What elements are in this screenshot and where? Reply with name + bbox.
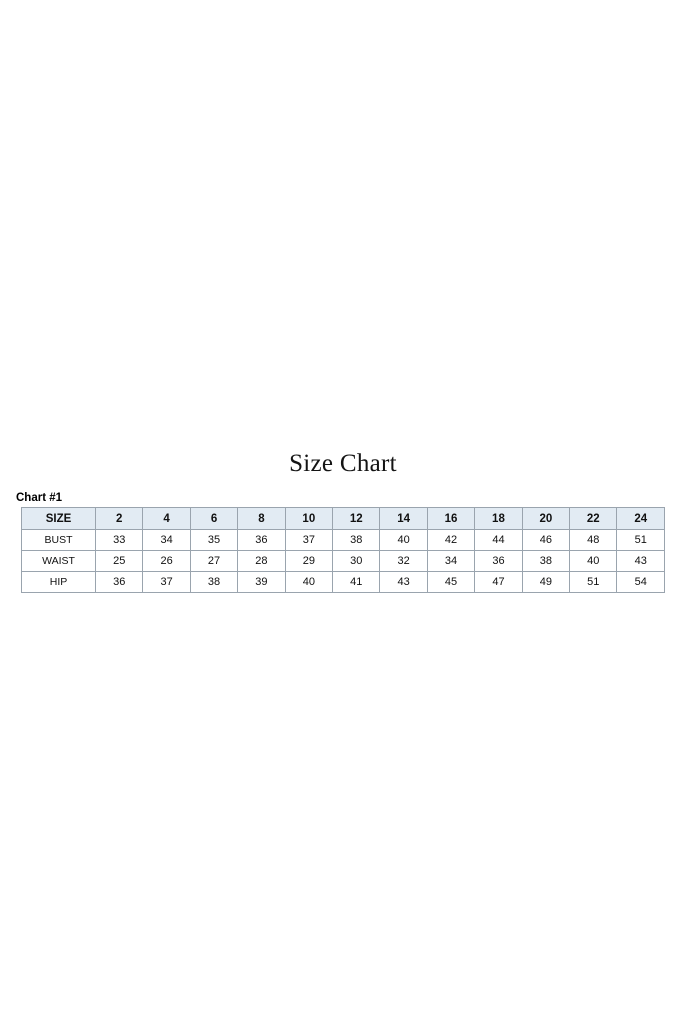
table-cell: 36 bbox=[238, 530, 285, 551]
table-cell: 35 bbox=[190, 530, 237, 551]
column-header: 2 bbox=[96, 508, 143, 530]
column-header: 12 bbox=[333, 508, 380, 530]
column-header: 20 bbox=[522, 508, 569, 530]
column-header: 14 bbox=[380, 508, 427, 530]
table-row bbox=[22, 572, 665, 593]
table-cell: 29 bbox=[285, 551, 332, 572]
column-header: 18 bbox=[475, 508, 522, 530]
column-header: 4 bbox=[143, 508, 190, 530]
table-cell: 39 bbox=[238, 572, 285, 593]
table-cell: 38 bbox=[522, 551, 569, 572]
table-cell: 54 bbox=[617, 572, 665, 593]
table-cell: 44 bbox=[475, 530, 522, 551]
table-cell: 43 bbox=[380, 572, 427, 593]
table-cell: 38 bbox=[190, 572, 237, 593]
table-cell: 45 bbox=[427, 572, 474, 593]
column-header: 22 bbox=[570, 508, 617, 530]
column-header: 16 bbox=[427, 508, 474, 530]
table-cell: 30 bbox=[333, 551, 380, 572]
table-cell: 46 bbox=[522, 530, 569, 551]
table-cell: 36 bbox=[96, 572, 143, 593]
table-cell: 33 bbox=[96, 530, 143, 551]
table-cell: 42 bbox=[427, 530, 474, 551]
row-label: BUST bbox=[22, 530, 96, 551]
table-cell: 47 bbox=[475, 572, 522, 593]
table-cell: 38 bbox=[333, 530, 380, 551]
table-cell: 37 bbox=[143, 572, 190, 593]
table-cell: 48 bbox=[570, 530, 617, 551]
row-label: HIP bbox=[22, 572, 96, 593]
table-cell: 26 bbox=[143, 551, 190, 572]
table-cell: 43 bbox=[617, 551, 665, 572]
table-cell: 49 bbox=[522, 572, 569, 593]
column-header: SIZE bbox=[22, 508, 96, 530]
table-header-row bbox=[22, 508, 665, 530]
table-cell: 40 bbox=[380, 530, 427, 551]
table-cell: 34 bbox=[143, 530, 190, 551]
table-cell: 32 bbox=[380, 551, 427, 572]
column-header: 10 bbox=[285, 508, 332, 530]
table-cell: 40 bbox=[285, 572, 332, 593]
column-header: 24 bbox=[617, 508, 665, 530]
column-header: 6 bbox=[190, 508, 237, 530]
column-header: 8 bbox=[238, 508, 285, 530]
table-cell: 34 bbox=[427, 551, 474, 572]
size-chart-table bbox=[21, 507, 665, 593]
chart-number-label: Chart #1 bbox=[16, 492, 63, 504]
table-cell: 51 bbox=[617, 530, 665, 551]
table-cell: 40 bbox=[570, 551, 617, 572]
table-cell: 28 bbox=[238, 551, 285, 572]
page-title: Size Chart bbox=[289, 450, 397, 477]
table-cell: 37 bbox=[285, 530, 332, 551]
table-cell: 36 bbox=[475, 551, 522, 572]
table-row bbox=[22, 530, 665, 551]
table-cell: 27 bbox=[190, 551, 237, 572]
table-row bbox=[22, 551, 665, 572]
row-label: WAIST bbox=[22, 551, 96, 572]
size-chart-block bbox=[0, 450, 686, 593]
table-cell: 41 bbox=[333, 572, 380, 593]
table-cell: 51 bbox=[570, 572, 617, 593]
table-cell: 25 bbox=[96, 551, 143, 572]
